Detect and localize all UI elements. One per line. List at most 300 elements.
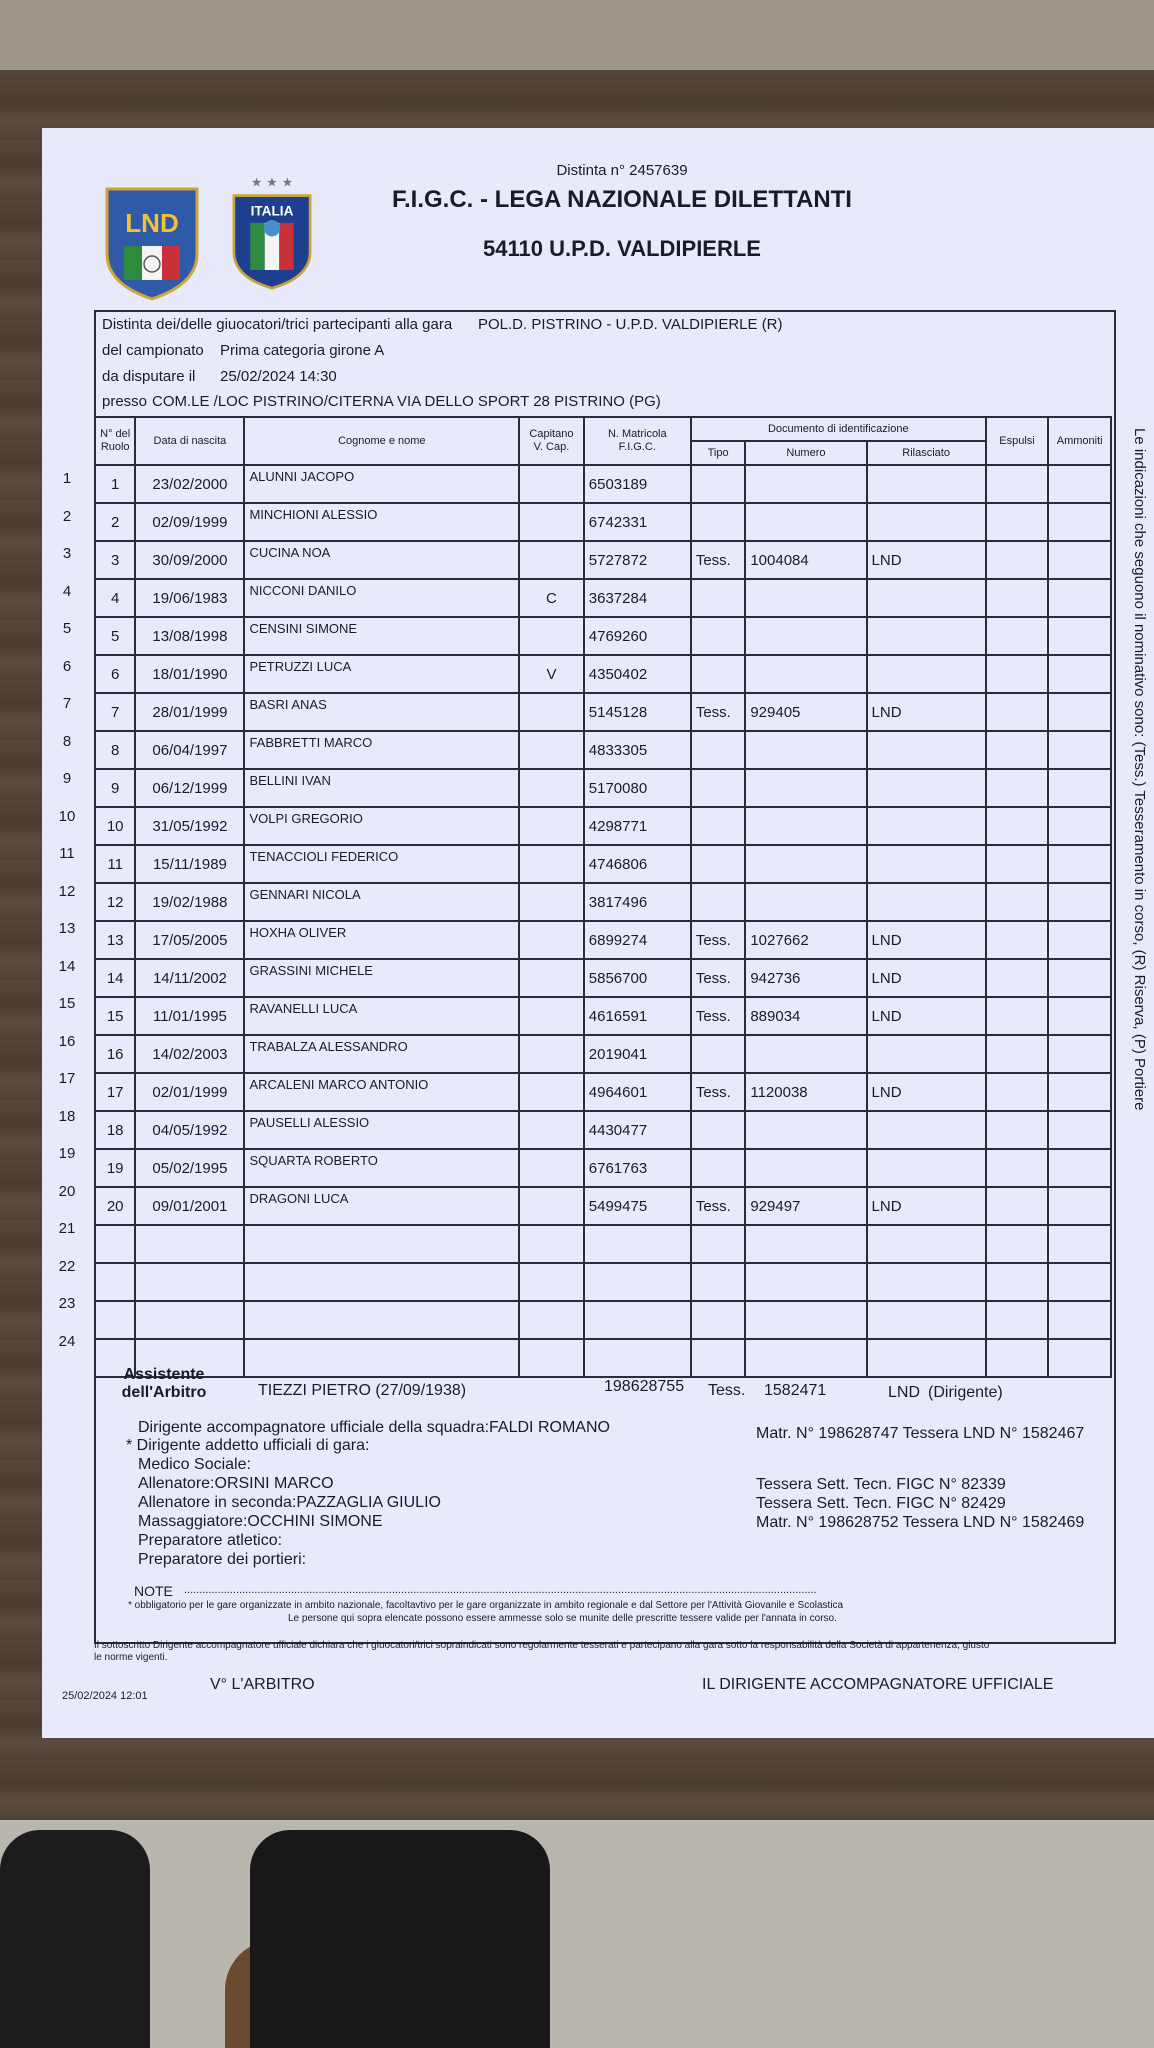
cell-esp	[986, 1073, 1049, 1111]
row-number: 6	[62, 657, 72, 675]
cell-amm	[1048, 883, 1111, 921]
cell-ril: LND	[867, 1073, 986, 1111]
cell-ril: LND	[867, 693, 986, 731]
cell-amm	[1048, 921, 1111, 959]
cell-amm	[1048, 541, 1111, 579]
cell-cap	[519, 503, 584, 541]
venue-value: COM.LE /LOC PISTRINO/CITERNA VIA DELLO SPORT 28 PISTRINO (PG)	[152, 393, 661, 410]
cell-esp	[986, 541, 1049, 579]
cell-dob: 19/06/1983	[135, 579, 244, 617]
cell-dob: 13/08/1998	[135, 617, 244, 655]
cell-n: 4	[95, 579, 135, 617]
cell-ril	[867, 1301, 986, 1339]
cell-ril	[867, 503, 986, 541]
cell-n: 20	[95, 1187, 135, 1225]
cell-ril: LND	[867, 997, 986, 1035]
cell-cap	[519, 1187, 584, 1225]
cell-tipo	[691, 465, 746, 503]
cell-dob: 28/01/1999	[135, 693, 244, 731]
cell-name: NICCONI DANILO	[244, 579, 519, 617]
header-capitano: Capitano V. Cap.	[519, 417, 584, 465]
row-number: 24	[58, 1332, 76, 1350]
cell-name: BELLINI IVAN	[244, 769, 519, 807]
cell-esp	[986, 1149, 1049, 1187]
cell-tipo	[691, 617, 746, 655]
cell-dob: 04/05/1992	[135, 1111, 244, 1149]
header-rilasciato: Rilasciato	[867, 441, 986, 465]
cell-ril	[867, 845, 986, 883]
cell-tipo	[691, 1149, 746, 1187]
cell-amm	[1048, 1073, 1111, 1111]
cell-ril	[867, 1111, 986, 1149]
cell-cap	[519, 465, 584, 503]
cell-esp	[986, 921, 1049, 959]
cell-esp	[986, 1111, 1049, 1149]
row-number: 11	[59, 845, 75, 862]
cell-name: CENSINI SIMONE	[244, 617, 519, 655]
cell-esp	[986, 1187, 1049, 1225]
cell-num: 942736	[745, 959, 866, 997]
cell-num	[745, 503, 866, 541]
table-row	[95, 1149, 1111, 1187]
cell-n: 9	[95, 769, 135, 807]
cell-name: FABBRETTI MARCO	[244, 731, 519, 769]
cell-mat: 4964601	[584, 1073, 691, 1111]
row-number: 22	[58, 1257, 76, 1275]
arbitro-signature-label: V° L'ARBITRO	[210, 1676, 315, 1693]
cell-num	[745, 1111, 866, 1149]
row-number: 8	[62, 732, 72, 750]
footer-obbligatorio: * obbligatorio per le gare organizzate in ambito nazionale, facoltavtivo per le gare organizzate in ambito regionale e dal Settore per l'Attività Giovanile e Scolastica	[128, 1600, 844, 1611]
cell-dob: 17/05/2005	[135, 921, 244, 959]
cell-amm	[1048, 503, 1111, 541]
venue-line	[102, 393, 661, 410]
table-row	[95, 769, 1111, 807]
cell-mat	[584, 1225, 691, 1263]
cell-esp	[986, 1301, 1049, 1339]
cell-esp	[986, 503, 1049, 541]
cell-mat: 3817496	[584, 883, 691, 921]
cell-esp	[986, 1263, 1049, 1301]
cell-num	[745, 845, 866, 883]
staff-allenatore-seconda: Allenatore in seconda:PAZZAGLIA GIULIO	[138, 1494, 441, 1511]
cell-num: 889034	[745, 997, 866, 1035]
cell-ril	[867, 1149, 986, 1187]
cell-ril	[867, 731, 986, 769]
table-row	[95, 997, 1111, 1035]
cell-n: 2	[95, 503, 135, 541]
cell-dob: 18/01/1990	[135, 655, 244, 693]
organization-title: F.I.G.C. - LEGA NAZIONALE DILETTANTI	[392, 186, 852, 213]
table-row	[95, 959, 1111, 997]
cell-mat: 5170080	[584, 769, 691, 807]
side-note-text: Le indicazioni che seguono il nominativo sono: (Tess.) Tesseramento in corso, (R) Riserva, (P) Portiere	[1131, 428, 1148, 1111]
cell-n	[95, 1263, 135, 1301]
cell-dob: 31/05/1992	[135, 807, 244, 845]
table-row	[95, 541, 1111, 579]
cell-n: 11	[95, 845, 135, 883]
cell-dob: 30/09/2000	[135, 541, 244, 579]
row-number: 17	[58, 1070, 76, 1087]
cell-dob: 11/01/1995	[135, 997, 244, 1035]
assistente-ruolo: (Dirigente)	[928, 1384, 1003, 1401]
campionato-value: Prima categoria girone A	[220, 342, 385, 359]
cell-cap	[519, 807, 584, 845]
cell-dob: 06/12/1999	[135, 769, 244, 807]
cell-cap	[519, 1225, 584, 1263]
cell-cap	[519, 1263, 584, 1301]
cell-esp	[986, 883, 1049, 921]
row-number: 12	[58, 882, 76, 900]
table-row	[95, 845, 1111, 883]
cell-mat: 2019041	[584, 1035, 691, 1073]
cell-tipo	[691, 1301, 746, 1339]
cell-num	[745, 465, 866, 503]
cell-mat: 6503189	[584, 465, 691, 503]
cell-cap	[519, 883, 584, 921]
campionato-line	[102, 342, 385, 359]
left-shoe	[0, 1830, 150, 2048]
date-label: da disputare il	[102, 368, 196, 385]
cell-name: PETRUZZI LUCA	[244, 655, 519, 693]
cell-mat: 5145128	[584, 693, 691, 731]
cell-tipo	[691, 579, 746, 617]
cell-n: 16	[95, 1035, 135, 1073]
cell-tipo: Tess.	[691, 1187, 746, 1225]
staff-allenatore-ids: Tessera Sett. Tecn. FIGC N° 82339	[756, 1476, 1006, 1493]
cell-dob: 23/02/2000	[135, 465, 244, 503]
cell-name: VOLPI GREGORIO	[244, 807, 519, 845]
table-row	[95, 465, 1111, 503]
cell-mat: 5856700	[584, 959, 691, 997]
cell-dob: 15/11/1989	[135, 845, 244, 883]
cell-tipo: Tess.	[691, 921, 746, 959]
cell-ril	[867, 807, 986, 845]
match-value: POL.D. PISTRINO - U.P.D. VALDIPIERLE (R)	[478, 316, 783, 333]
table-row	[95, 1035, 1111, 1073]
cell-n: 8	[95, 731, 135, 769]
assistente-label-1: Assistente	[123, 1366, 205, 1383]
cell-mat: 5727872	[584, 541, 691, 579]
assistente-rilasciato: LND	[888, 1384, 921, 1401]
cell-name: CUCINA NOA	[244, 541, 519, 579]
cell-amm	[1048, 1263, 1111, 1301]
cell-amm	[1048, 617, 1111, 655]
cell-num: 1004084	[745, 541, 866, 579]
header-nascita: Data di nascita	[135, 417, 244, 465]
cell-mat: 6899274	[584, 921, 691, 959]
cell-ril	[867, 1225, 986, 1263]
cell-name: GENNARI NICOLA	[244, 883, 519, 921]
print-timestamp: 25/02/2024 12:01	[62, 1690, 148, 1702]
row-number: 16	[58, 1032, 76, 1050]
cell-esp	[986, 845, 1049, 883]
cell-cap	[519, 541, 584, 579]
cell-cap	[519, 921, 584, 959]
assistente-numero: 1582471	[764, 1382, 827, 1399]
intro-label: Distinta dei/delle giuocatori/trici partecipanti alla gara	[102, 316, 453, 333]
row-number: 14	[58, 957, 76, 975]
staff-dirigente-accomp-ids: Matr. N° 198628747 Tessera LND N° 1582467	[756, 1425, 1085, 1442]
cell-n: 18	[95, 1111, 135, 1149]
cell-tipo	[691, 731, 746, 769]
cell-cap	[519, 1035, 584, 1073]
cell-esp	[986, 807, 1049, 845]
cell-esp	[986, 655, 1049, 693]
cell-tipo: Tess.	[691, 541, 746, 579]
cell-n: 5	[95, 617, 135, 655]
cell-amm	[1048, 997, 1111, 1035]
row-number: 13	[58, 920, 76, 937]
cell-num	[745, 579, 866, 617]
table-row	[95, 731, 1111, 769]
row-number: 2	[62, 507, 72, 525]
match-line	[102, 316, 783, 333]
cell-mat: 4298771	[584, 807, 691, 845]
cell-num	[745, 1035, 866, 1073]
cell-name: RAVANELLI LUCA	[244, 997, 519, 1035]
cell-n: 14	[95, 959, 135, 997]
row-number: 3	[62, 545, 72, 562]
cell-num	[745, 1225, 866, 1263]
cell-amm	[1048, 1225, 1111, 1263]
cell-amm	[1048, 1187, 1111, 1225]
cell-name: ALUNNI JACOPO	[244, 465, 519, 503]
cell-dob: 05/02/1995	[135, 1149, 244, 1187]
cell-ril: LND	[867, 1187, 986, 1225]
footer-dichiarazione-2: le norme vigenti.	[94, 1652, 168, 1663]
table-row	[95, 617, 1111, 655]
side-note	[1124, 428, 1154, 1128]
cell-cap	[519, 1149, 584, 1187]
cell-amm	[1048, 1111, 1111, 1149]
cell-amm	[1048, 769, 1111, 807]
cell-tipo: Tess.	[691, 1073, 746, 1111]
cell-tipo	[691, 1111, 746, 1149]
distinta-number: Distinta n° 2457639	[556, 162, 688, 179]
cell-name: GRASSINI MICHELE	[244, 959, 519, 997]
cell-name: SQUARTA ROBERTO	[244, 1149, 519, 1187]
lnd-logo	[102, 184, 202, 302]
cell-amm	[1048, 655, 1111, 693]
cell-cap	[519, 693, 584, 731]
cell-mat: 4430477	[584, 1111, 691, 1149]
cell-name	[244, 1263, 519, 1301]
cell-esp	[986, 465, 1049, 503]
cell-mat: 4769260	[584, 617, 691, 655]
svg-text:★ ★ ★: ★ ★ ★	[250, 174, 294, 190]
date-line	[102, 368, 337, 385]
cell-esp	[986, 1035, 1049, 1073]
cell-cap	[519, 1111, 584, 1149]
players-table	[94, 416, 1112, 1378]
cell-amm	[1048, 1035, 1111, 1073]
cell-tipo	[691, 503, 746, 541]
dirigente-signature-label: IL DIRIGENTE ACCOMPAGNATORE UFFICIALE	[702, 1676, 1054, 1693]
staff-massaggiatore: Massaggiatore:OCCHINI SIMONE	[138, 1513, 383, 1530]
cell-tipo	[691, 807, 746, 845]
cell-cap	[519, 1301, 584, 1339]
cell-ril	[867, 617, 986, 655]
cell-tipo	[691, 1263, 746, 1301]
staff-dirigente-accomp: Dirigente accompagnatore ufficiale della squadra:FALDI ROMANO	[138, 1419, 610, 1436]
cell-ril	[867, 1263, 986, 1301]
cell-ril: LND	[867, 959, 986, 997]
table-row	[95, 693, 1111, 731]
header-numero: Numero	[745, 441, 866, 465]
cell-cap	[519, 617, 584, 655]
table-row	[95, 1225, 1111, 1263]
cell-tipo	[691, 1225, 746, 1263]
row-number-column	[42, 460, 92, 1360]
cell-tipo	[691, 655, 746, 693]
cell-ril: LND	[867, 921, 986, 959]
table-row	[95, 1301, 1111, 1339]
cell-amm	[1048, 1301, 1111, 1339]
cell-num	[745, 1149, 866, 1187]
cell-dob: 14/02/2003	[135, 1035, 244, 1073]
venue-label: presso	[102, 393, 148, 410]
cell-num: 1027662	[745, 921, 866, 959]
cell-tipo	[691, 769, 746, 807]
campionato-label: del campionato	[102, 342, 204, 359]
cell-name: TRABALZA ALESSANDRO	[244, 1035, 519, 1073]
background-pavement	[0, 0, 1154, 70]
cell-tipo	[691, 1035, 746, 1073]
header-documento: Documento di identificazione	[691, 417, 986, 441]
cell-n: 1	[95, 465, 135, 503]
cell-ril	[867, 655, 986, 693]
cell-dob	[135, 1301, 244, 1339]
cell-num: 929497	[745, 1187, 866, 1225]
cell-num	[745, 883, 866, 921]
cell-cap	[519, 1073, 584, 1111]
cell-dob: 02/01/1999	[135, 1073, 244, 1111]
cell-mat: 4350402	[584, 655, 691, 693]
cell-esp	[986, 617, 1049, 655]
staff-massaggiatore-ids: Matr. N° 198628752 Tessera LND N° 1582469	[756, 1514, 1085, 1531]
row-number: 1	[62, 470, 72, 487]
table-row	[95, 883, 1111, 921]
cell-num: 1120038	[745, 1073, 866, 1111]
cell-name: DRAGONI LUCA	[244, 1187, 519, 1225]
cell-mat: 3637284	[584, 579, 691, 617]
assistente-label-2: dell'Arbitro	[121, 1384, 207, 1401]
header-tipo: Tipo	[691, 441, 746, 465]
table-row	[95, 655, 1111, 693]
cell-dob: 06/04/1997	[135, 731, 244, 769]
cell-num	[745, 769, 866, 807]
cell-mat: 6761763	[584, 1149, 691, 1187]
cell-n: 7	[95, 693, 135, 731]
assistente-arbitro-row	[94, 1366, 1112, 1410]
cell-mat: 6742331	[584, 503, 691, 541]
header-espulsi: Espulsi	[986, 417, 1049, 465]
row-number: 23	[58, 1295, 76, 1312]
background-floor	[0, 1820, 1154, 2048]
cell-ril	[867, 883, 986, 921]
row-number: 10	[58, 807, 76, 825]
staff-medico: Medico Sociale:	[138, 1456, 251, 1473]
cell-ril	[867, 579, 986, 617]
cell-tipo: Tess.	[691, 997, 746, 1035]
cell-tipo	[691, 883, 746, 921]
row-number: 15	[58, 995, 76, 1012]
cell-dob	[135, 1225, 244, 1263]
cell-ril	[867, 769, 986, 807]
table-row	[95, 807, 1111, 845]
row-number: 4	[62, 582, 72, 600]
header-ruolo: N° del Ruolo	[95, 417, 135, 465]
cell-n	[95, 1301, 135, 1339]
row-number: 5	[62, 620, 72, 637]
assistente-name: TIEZZI PIETRO (27/09/1938)	[258, 1382, 467, 1399]
footer-persone: Le persone qui sopra elencate possono essere ammesse solo se munite delle prescritte tessere valide per l'annata in corso.	[288, 1613, 837, 1624]
note-line: ...............................................................................................................................................................................................................	[184, 1584, 817, 1596]
cell-mat	[584, 1301, 691, 1339]
cell-num	[745, 1301, 866, 1339]
date-value: 25/02/2024 14:30	[220, 368, 337, 385]
staff-dirigente-addetto: * Dirigente addetto ufficiali di gara:	[126, 1437, 370, 1454]
staff-prep-portieri: Preparatore dei portieri:	[138, 1551, 307, 1568]
cell-dob: 09/01/2001	[135, 1187, 244, 1225]
cell-name	[244, 1301, 519, 1339]
cell-esp	[986, 997, 1049, 1035]
cell-n: 17	[95, 1073, 135, 1111]
note-label: NOTE	[134, 1583, 173, 1599]
cell-tipo	[691, 845, 746, 883]
cell-amm	[1048, 1149, 1111, 1187]
cell-num: 929405	[745, 693, 866, 731]
match-sheet-paper	[42, 128, 1154, 1738]
cell-n: 19	[95, 1149, 135, 1187]
cell-cap	[519, 731, 584, 769]
cell-n: 15	[95, 997, 135, 1035]
assistente-matricola: 198628755	[604, 1378, 685, 1395]
cell-cap	[519, 845, 584, 883]
cell-mat	[584, 1263, 691, 1301]
row-number: 18	[58, 1107, 76, 1125]
right-shoe	[250, 1830, 550, 2048]
table-row	[95, 921, 1111, 959]
cell-esp	[986, 731, 1049, 769]
cell-ril	[867, 465, 986, 503]
cell-name: BASRI ANAS	[244, 693, 519, 731]
staff-allenatore: Allenatore:ORSINI MARCO	[138, 1475, 334, 1492]
footer-dichiarazione-1: Il sottoscritto Dirigente accompagnatore ufficiale dichiara che i giuocatori/trici sopraindicati sono regolarmente tesserati e partecipano alla gara sotto la responsabilità della Società di appartenenza, giusto	[94, 1640, 990, 1651]
cell-amm	[1048, 579, 1111, 617]
header-nome: Cognome e nome	[244, 417, 519, 465]
cell-cap: C	[519, 579, 584, 617]
staff-prep-atletico: Preparatore atletico:	[138, 1532, 283, 1549]
cell-ril	[867, 1035, 986, 1073]
cell-cap	[519, 769, 584, 807]
cell-name: TENACCIOLI FEDERICO	[244, 845, 519, 883]
cell-n: 12	[95, 883, 135, 921]
cell-num	[745, 731, 866, 769]
cell-n: 13	[95, 921, 135, 959]
cell-num	[745, 807, 866, 845]
cell-cap	[519, 959, 584, 997]
row-number: 19	[58, 1145, 76, 1162]
club-title: 54110 U.P.D. VALDIPIERLE	[483, 236, 761, 261]
cell-dob: 19/02/1988	[135, 883, 244, 921]
cell-dob: 02/09/1999	[135, 503, 244, 541]
cell-tipo: Tess.	[691, 693, 746, 731]
cell-mat: 4616591	[584, 997, 691, 1035]
table-row	[95, 503, 1111, 541]
cell-n	[95, 1225, 135, 1263]
